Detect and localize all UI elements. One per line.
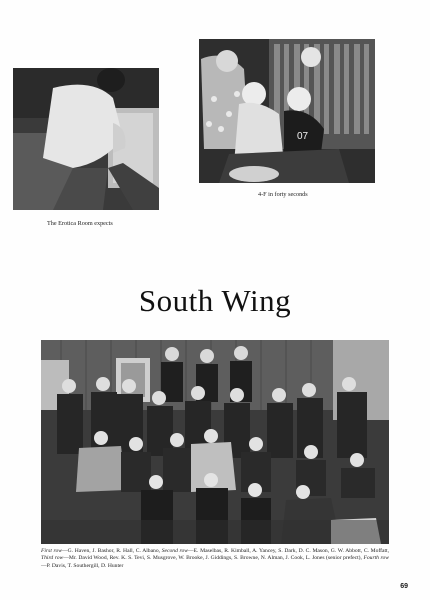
group-photo-image — [41, 340, 389, 544]
section-title: South Wing — [138, 283, 292, 318]
jersey-number-graphic: 07 — [297, 131, 309, 142]
photo-4f-image — [199, 39, 375, 183]
photo-erotica-room — [13, 68, 159, 210]
group-photo-caption: First row—G. Haven, J. Bashor, R. Hall, C. Albano, Second row—E. Maselbas, R. Kimball, A. Yancey, S. Dark, D. C. Mason, G. W. Abbott, C. Moffatt, Third row—Mr. David Wood, Rev. K. S. Tevi, S. Musgrove, W. Brooke, J. Giddings, S. Browne, N. Alman, J. Cook, L. Jones (senior prefect), Fourth row—P. Davis, T. Southergill, D. Hunter — [41, 548, 390, 569]
row-names-first: G. Haven, J. Bashor, R. Hall, C. Albano, — [67, 548, 161, 554]
row-label-third: Third row — [41, 555, 64, 562]
row-names-third: Mr. David Wood, Rev. K. S. Tevi, S. Musgrove, W. Brooke, J. Giddings, S. Browne, N. Alman, J. Cook, L. Jones (senior prefect), — [68, 555, 362, 562]
row-label-first: First row — [41, 548, 63, 554]
row-label-fourth: Fourth row — [363, 555, 390, 562]
row-label-second: Second row — [161, 548, 189, 554]
photo-4f — [199, 39, 375, 183]
page-number: 69 — [400, 583, 408, 590]
photo-south-wing-group — [41, 340, 389, 544]
photo-erotica-room-image — [13, 68, 159, 210]
row-names-second: E. Maselbas, R. Kimball, A. Yancey, S. Dark, D. C. Mason, G. W. Abbott, C. Moffatt, — [193, 548, 389, 554]
caption-erotica-room: The Erotica Room expects — [47, 220, 113, 227]
row-names-fourth: P. Davis, T. Southergill, D. Hunter — [46, 562, 124, 569]
caption-4f: 4-F in forty seconds — [258, 191, 308, 198]
